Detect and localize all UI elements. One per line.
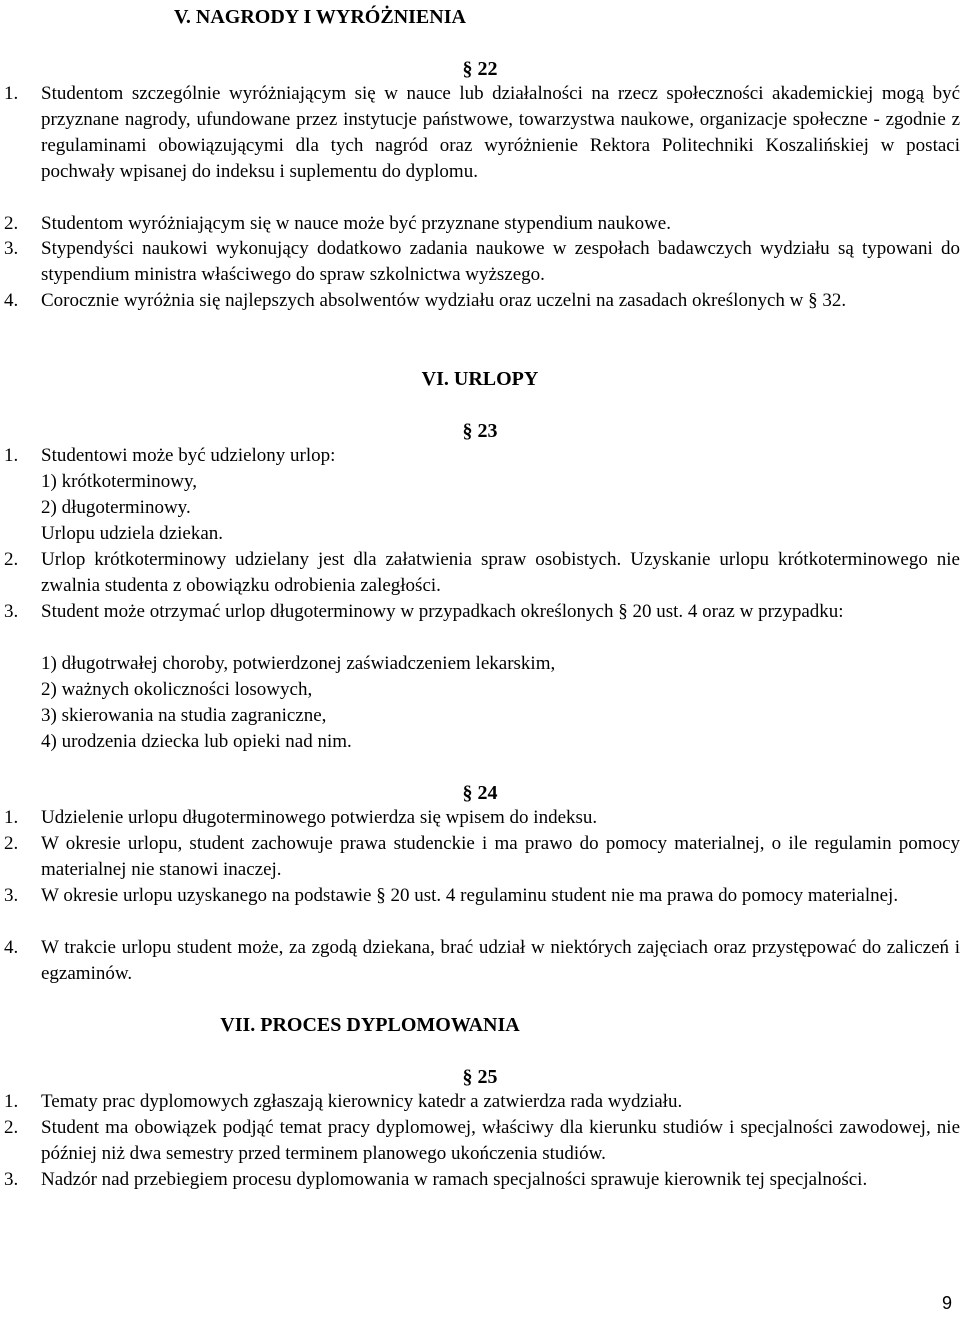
sub-item: 2) ważnych okoliczności losowych, — [41, 679, 313, 700]
sub-item: 4) urodzenia dziecka lub opieki nad nim. — [41, 731, 352, 752]
sub-item: Urlopu udziela dziekan. — [41, 523, 224, 544]
section-title-v: V. NAGRODY I WYRÓŻNIENIA — [174, 6, 466, 28]
section-title-vi: VI. URLOPY — [421, 368, 539, 390]
section-title-vii: VII. PROCES DYPLOMOWANIA — [220, 1014, 520, 1036]
sub-item: 1) długotrwałej choroby, potwierdzonej zaświadczeniem lekarskim, — [41, 653, 556, 674]
sub-item: 3) skierowania na studia zagraniczne, — [41, 705, 327, 726]
document-page: V. NAGRODY I WYRÓŻNIENIA § 22 1. Studentom szczególnie wyróżniającym się w nauce lub działalności na rzecz społeczności akademickiej mogą być przyznane nagrody, ufundowane przez instytucje państwowe, towarzystwa naukowe, organizacje społeczne - zgodnie z regulaminami obowiązującymi dla tych nagród oraz wyróżnienie Rektora Politechniki Koszalińskiej w postaci pochwały wpisanej do indeksu i suplementu do dyplomu. 2. Studentom wyróżniającym się w nauce może być przyznane stypendium naukowe. 3. Stypendyści naukowi wykonujący dodatkowo zadania naukowe w zespołach badawczych wydziału są typowani do stypendium ministra właściwego do spraw szkolnictwa wyższego. 4. Corocznie wyróżnia się najlepszych absolwentów wydziału oraz uczelni na zasadach określonych w § 32. VI. URLOPY § 23 1. Studentowi może być udzielony urlop: 1) krótkoterminowy, 2) długoterminowy. Urlopu udziela dziekan. 2. Urlop krótkoterminowy udzielany jest dla załatwienia spraw osobistych. Uzyskanie urlopu krótkoterminowego nie zwalnia studenta z obowiązku odrobienia zaległości. 3. Student może otrzymać urlop długoterminowy w przypadkach określonych § 20 ust. 4 oraz w przypadku: 1) długotrwałej choroby, potwierdzonej zaświadczeniem lekarskim, 2) ważnych okoliczności losowych, 3) skierowania na studia zagraniczne, 4) urodzenia dziecka lub opieki nad nim. § 24 1. Udzielenie urlopu długoterminowego potwierdza się wpisem do indeksu. 2. W okresie urlopu, student zachowuje prawa studenckie i ma prawo do pomocy materialnej, o ile regulamin pomocy materialnej nie stanowi inaczej. 3. W okresie urlopu uzyskanego na podstawie § 20 ust. 4 regulaminu student nie ma prawa do pomocy materialnej. 4. W trakcie urlopu student może, za zgodą dziekana, brać udział w niektórych zajęciach oraz przystępować do zaliczeń i egzaminów. VII. PROCES DYPLOMOWANIA § 25 1. Tematy prac dyplomowych zgłaszają kierownicy katedr a zatwierdza rada wydziału. 2. Student ma obowiązek podjąć temat pracy dyplomowej, właściwy dla kierunku studiów i specjalności zawodowej, nie później niż dwa semestry przed terminem planowego ukończenia studiów. 3. Nadzór nad przebiegiem procesu dyplomowania w ramach specjalności sprawuje kierownik tej specjalności. 9 — [0, 0, 960, 1322]
paragraph-heading-25: § 25 — [462, 1066, 498, 1088]
sub-item: 1) krótkoterminowy, — [41, 471, 198, 492]
paragraph-heading-23: § 23 — [462, 420, 498, 442]
paragraph-heading-22: § 22 — [462, 58, 498, 80]
page-number: 9 — [941, 1293, 952, 1313]
paragraph-heading-24: § 24 — [462, 782, 498, 804]
sub-item: 2) długoterminowy. — [41, 497, 191, 518]
